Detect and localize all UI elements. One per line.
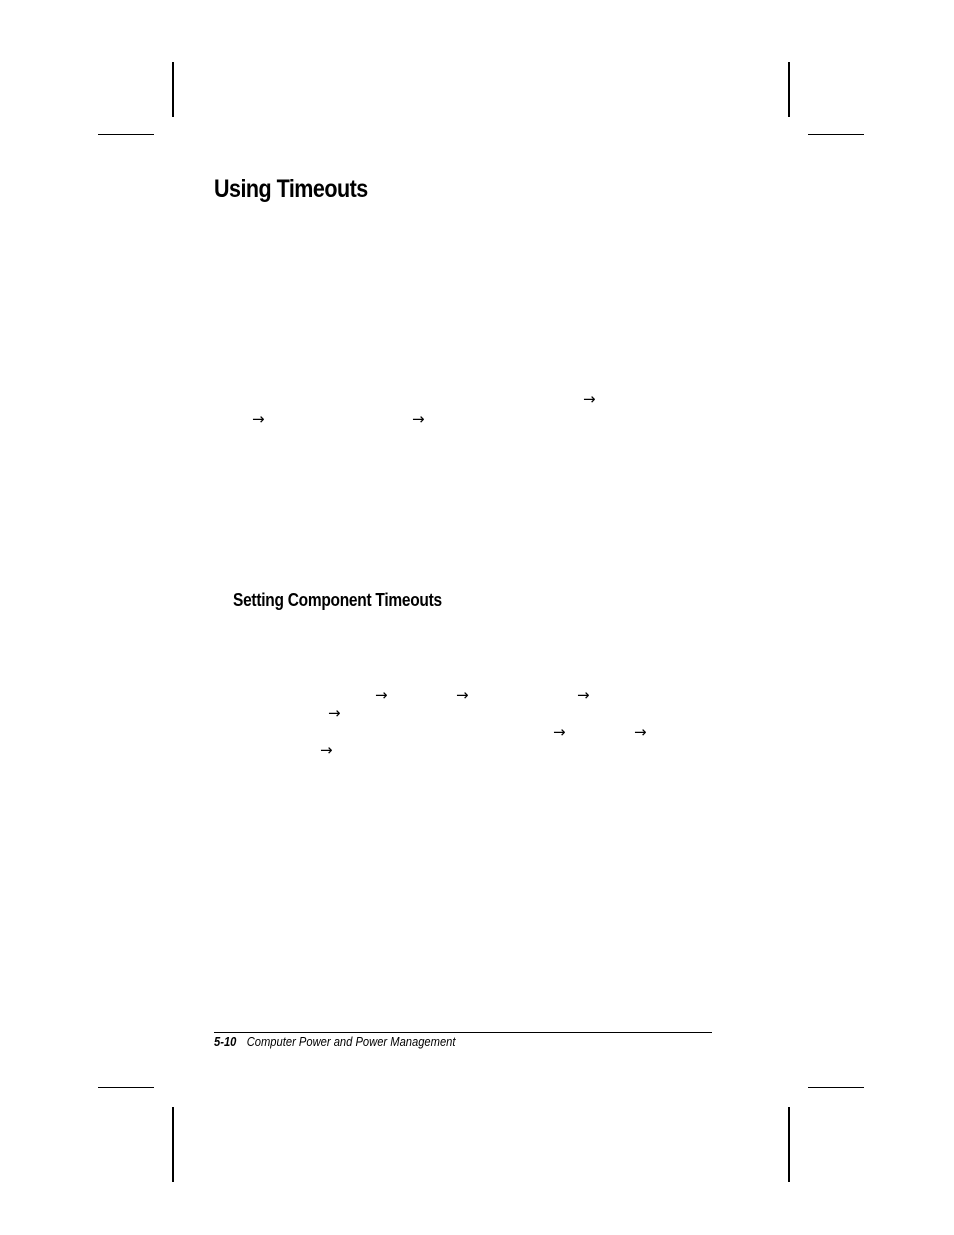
crop-mark-bottom-right-vertical (788, 1107, 790, 1182)
crop-mark-bottom-left-vertical (172, 1107, 174, 1182)
arrow-icon: → (412, 410, 425, 428)
arrow-icon: → (320, 741, 333, 759)
arrow-icon: → (252, 410, 265, 428)
page-footer (214, 1034, 456, 1049)
arrow-icon: → (634, 723, 647, 741)
section-heading: Using Timeouts (214, 175, 368, 203)
footer-section-title: Computer Power and Power Management (246, 1034, 456, 1049)
crop-mark-top-left-horizontal (98, 134, 154, 135)
crop-mark-bottom-left-horizontal (98, 1087, 154, 1088)
arrow-icon: → (456, 686, 469, 704)
crop-mark-bottom-right-horizontal (808, 1087, 864, 1088)
arrow-icon: → (375, 686, 388, 704)
arrow-icon: → (583, 390, 596, 408)
crop-mark-top-left-vertical (172, 62, 174, 117)
subsection-heading: Setting Component Timeouts (233, 590, 442, 610)
arrow-icon: → (577, 686, 590, 704)
crop-mark-top-right-horizontal (808, 134, 864, 135)
footer-rule (214, 1032, 712, 1033)
arrow-icon: → (553, 723, 566, 741)
page-number: 5-10 (214, 1034, 237, 1049)
crop-mark-top-right-vertical (788, 62, 790, 117)
arrow-icon: → (328, 704, 341, 722)
